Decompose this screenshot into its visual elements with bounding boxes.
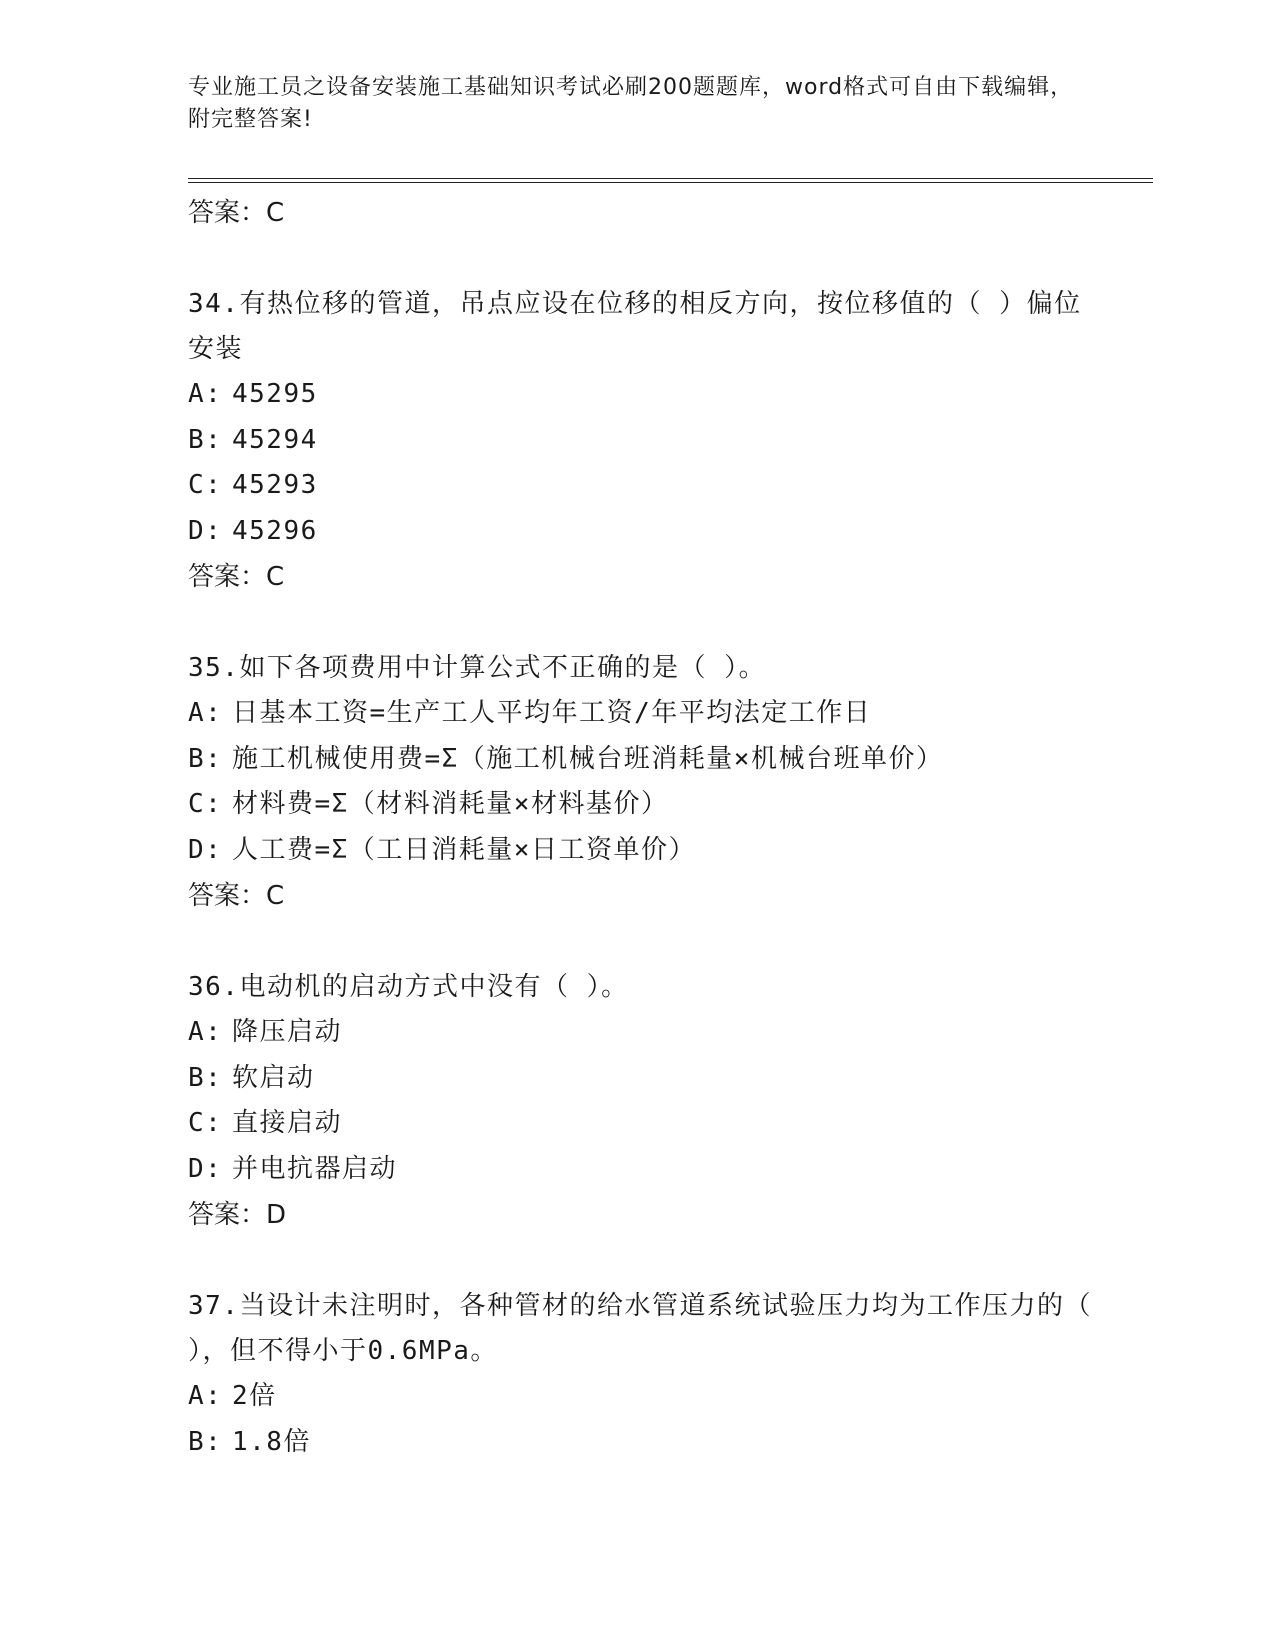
- option-key: D:: [188, 834, 223, 865]
- header-divider-top: [188, 178, 1153, 179]
- question-text: 37.当设计未注明时，各种管材的给水管道系统试验压力均为工作压力的（ ），但不得小于0.6MPa。: [188, 1291, 1092, 1366]
- question-list: [188, 190, 1108, 1465]
- option-d: [188, 828, 1108, 874]
- option-b: [188, 1420, 1108, 1466]
- answer-line: 答案：D: [188, 1200, 287, 1230]
- option-key: A:: [188, 1381, 223, 1411]
- option-a: [188, 1010, 1108, 1056]
- option-key: C:: [188, 470, 223, 500]
- option-key: A:: [188, 1017, 223, 1047]
- question-text: 36.电动机的启动方式中没有（ ）。: [188, 972, 629, 1002]
- question-text: 34.有热位移的管道，吊点应设在位移的相反方向，按位移值的（ ）偏位安装: [188, 289, 1082, 364]
- option-key: B:: [188, 424, 223, 455]
- option-text: 材料费=Σ（材料消耗量×材料基价）: [232, 789, 669, 819]
- option-c: [188, 463, 1108, 509]
- option-b: [188, 1056, 1108, 1102]
- option-text: 并电抗器启动: [232, 1153, 398, 1184]
- option-key: C:: [188, 789, 223, 819]
- option-key: D:: [188, 1153, 223, 1184]
- option-text: 日基本工资=生产工人平均年工资/年平均法定工作日: [232, 698, 872, 728]
- option-text: 1.8倍: [232, 1426, 311, 1457]
- option-c: [188, 782, 1108, 828]
- option-text: 45295: [232, 379, 318, 409]
- option-text: 施工机械使用费=Σ（施工机械台班消耗量×机械台班单价）: [232, 743, 944, 774]
- question-block: [188, 646, 1108, 919]
- option-key: B:: [188, 743, 223, 774]
- option-a: [188, 372, 1108, 418]
- option-d: [188, 509, 1108, 555]
- option-key: A:: [188, 698, 223, 728]
- option-b: [188, 418, 1108, 464]
- answer-line: 答案：C: [188, 198, 285, 228]
- option-key: A:: [188, 379, 223, 409]
- option-key: D:: [188, 515, 223, 546]
- option-text: 软启动: [232, 1062, 315, 1093]
- option-text: 直接启动: [232, 1108, 343, 1138]
- option-c: [188, 1101, 1108, 1147]
- option-d: [188, 1147, 1108, 1193]
- option-text: 人工费=Σ（工日消耗量×日工资单价）: [232, 834, 696, 865]
- option-key: B:: [188, 1062, 223, 1093]
- question-block: [188, 282, 1108, 600]
- header-divider-bottom: [188, 182, 1153, 183]
- option-text: 45296: [232, 515, 318, 546]
- document-header: 专业施工员之设备安装施工基础知识考试必刷200题题库，word格式可自由下载编辑，附完整答案!: [188, 75, 1074, 132]
- option-text: 降压启动: [232, 1017, 343, 1047]
- question-block: [188, 1284, 1108, 1465]
- answer-line: 答案：C: [188, 881, 285, 911]
- question-text: 35.如下各项费用中计算公式不正确的是（ ）。: [188, 653, 767, 683]
- option-text: 45293: [232, 470, 318, 500]
- option-text: 2倍: [232, 1381, 277, 1411]
- question-block: [188, 965, 1108, 1238]
- option-key: B:: [188, 1426, 223, 1457]
- option-b: [188, 737, 1108, 783]
- option-a: [188, 691, 1108, 737]
- option-key: C:: [188, 1108, 223, 1138]
- answer-line: 答案：C: [188, 562, 285, 592]
- option-text: 45294: [232, 424, 318, 455]
- option-a: [188, 1374, 1108, 1420]
